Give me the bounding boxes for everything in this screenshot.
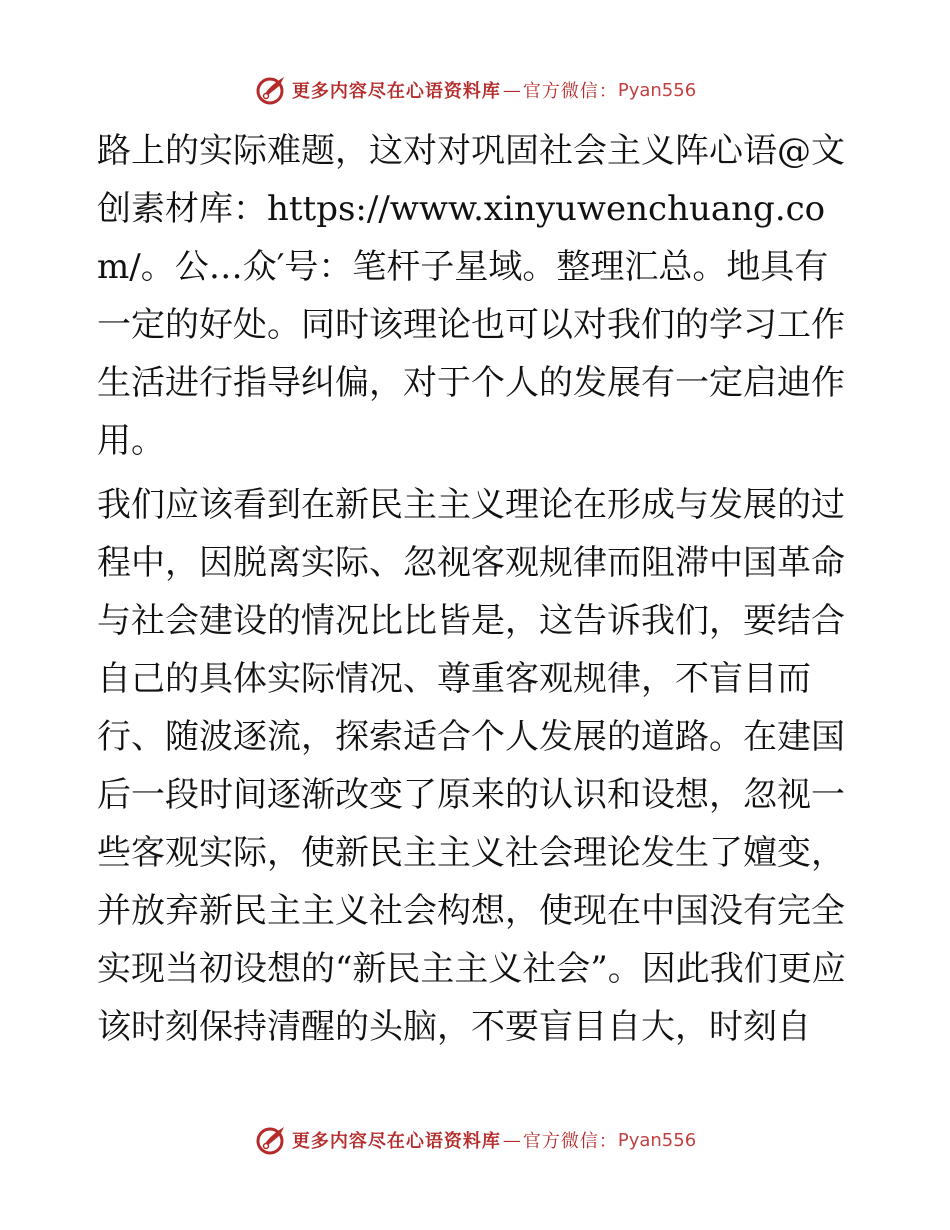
paragraph-1: 路上的实际难题，这对对巩固社会主义阵心语@文创素材库：https://www.xinyuwenchuang.com/。公…众′号：笔杆子星域。整理汇总。地具有一定的好处。同时该理论也可以对我们的学习工作生活进行指导纠偏，对于个人的发展有一定启迪作用。 — [97, 131, 845, 461]
banner-dash: — — [502, 79, 521, 101]
banner-wechat-id: Pyan556 — [617, 79, 697, 101]
banner-wechat-label: 官方微信： — [522, 81, 618, 102]
page-footer-banner — [0, 1122, 950, 1158]
banner-dash: — — [502, 1129, 521, 1151]
paragraph-2: 我们应该看到在新民主主义理论在形成与发展的过程中，因脱离实际、忽视客观规律而阻滞中国革命与社会建设的情况比比皆是，这告诉我们，要结合自己的具体实际情况、尊重客观规律，不盲目而行、随波逐流，探索适合个人发展的道路。在建国后一段时间逐渐改变了原来的认识和设想，忽视一些客观实际，使新民主主义社会理论发生了嬗变，并放弃新民主主义社会构想，使现在中国没有完全实现当初设想的“新民主主义社会”。因此我们更应该时刻保持清醒的头脑，不要盲目自大，时刻自 — [97, 485, 846, 1047]
banner-main-text: 更多内容尽在心语资料库 — [291, 1131, 501, 1152]
banner-main-text: 更多内容尽在心语资料库 — [291, 81, 501, 102]
document-body — [97, 122, 857, 1056]
banner-wechat-id: Pyan556 — [617, 1129, 697, 1151]
brush-logo-icon — [254, 73, 288, 107]
page-header-banner — [0, 72, 950, 108]
banner-wechat-label: 官方微信： — [522, 1131, 618, 1152]
brush-logo-icon — [254, 1123, 288, 1157]
